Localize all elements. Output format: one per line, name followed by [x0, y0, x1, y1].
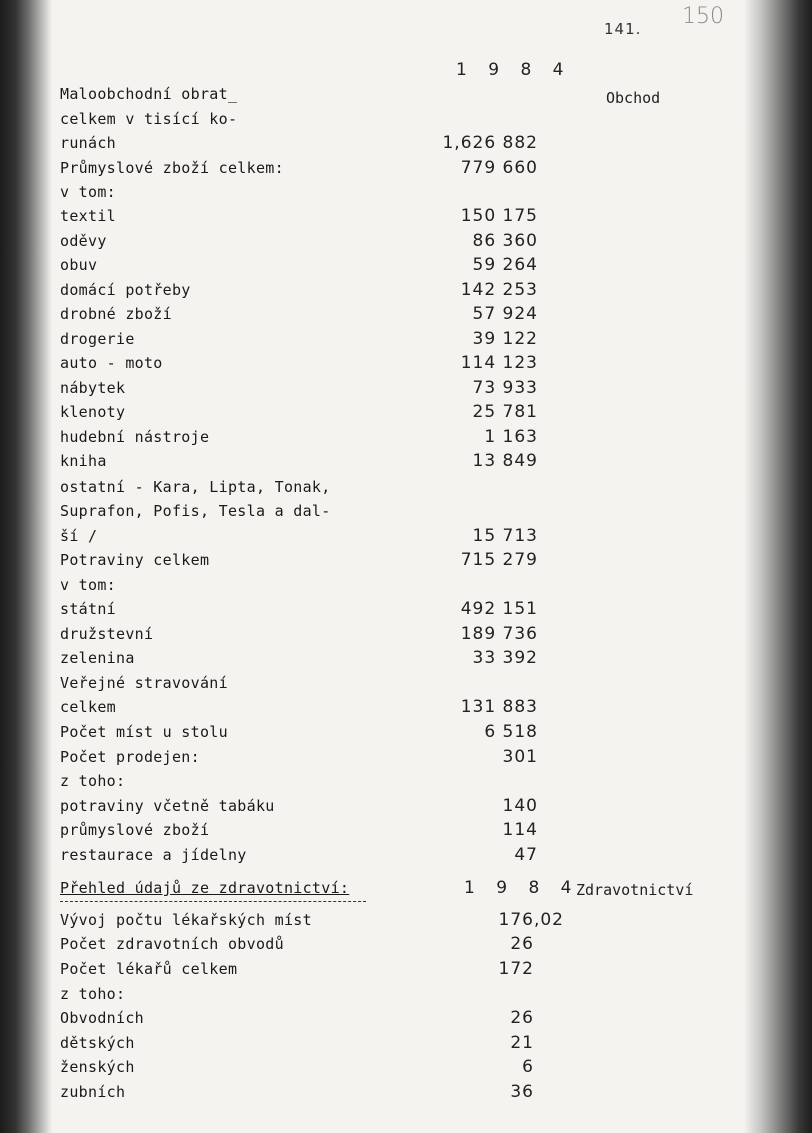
table-row-value: 13 849	[472, 451, 538, 471]
table-row-label: Počet míst u stolu	[60, 723, 228, 741]
table-row-label: drogerie	[60, 330, 135, 348]
table-row-value: 176,02	[498, 910, 564, 930]
table-row-label: klenoty	[60, 403, 126, 421]
trade-section-tag: Obchod	[606, 89, 661, 107]
table-row-label: Vývoj počtu lékařských míst	[60, 911, 312, 929]
table-row-value: 59 264	[472, 255, 538, 275]
table-row-value: 33 392	[472, 648, 538, 668]
table-row-label: ší /	[60, 527, 98, 545]
table-row-value: 114 123	[460, 353, 538, 373]
table-row-label: průmyslové zboží	[60, 821, 210, 839]
table-row-value: 142 253	[460, 280, 538, 300]
table-row-value: 86 360	[472, 231, 538, 251]
table-row-label: hudební nástroje	[60, 428, 210, 446]
heading-divider	[60, 901, 366, 902]
table-row-label: Počet zdravotních obvodů	[60, 935, 284, 953]
health-heading: Přehled údajů ze zdravotnictví:	[60, 879, 350, 897]
table-row-label: ostatní - Kara, Lipta, Tonak,	[60, 478, 331, 496]
table-row-label: z toho:	[60, 985, 126, 1003]
table-row-label: kniha	[60, 452, 107, 470]
table-row-label: drobné zboží	[60, 305, 172, 323]
table-row-value: 15 713	[472, 526, 538, 546]
table-row-label: auto - moto	[60, 354, 163, 372]
table-row-value: 114	[502, 820, 538, 840]
table-row-value: 26	[510, 1008, 534, 1028]
table-row-label: Průmyslové zboží celkem:	[60, 159, 284, 177]
table-row-value: 779 660	[460, 158, 538, 178]
table-row-value: 301	[502, 747, 538, 767]
table-row-label: restaurace a jídelny	[60, 846, 247, 864]
page-number: 141.	[604, 20, 642, 38]
health-section-tag: Zdravotnictví	[576, 881, 694, 899]
table-row-label: zubních	[60, 1083, 126, 1101]
scan-edge-left	[0, 0, 52, 1133]
table-row-value: 47	[514, 845, 538, 865]
table-row-label: Obvodních	[60, 1009, 144, 1027]
table-row-value: 57 924	[472, 304, 538, 324]
table-row-value: 189 736	[460, 624, 538, 644]
table-row-label: celkem v tisící ko-	[60, 110, 238, 128]
table-row-label: Počet prodejen:	[60, 748, 200, 766]
table-row-label: Maloobchodní obrat_	[60, 85, 238, 103]
table-row-value: 492 151	[460, 599, 538, 619]
table-row-label: v tom:	[60, 576, 116, 594]
table-row-label: oděvy	[60, 232, 107, 250]
table-row-label: domácí potřeby	[60, 281, 191, 299]
table-row-value: 26	[510, 934, 534, 954]
table-row-label: textil	[60, 207, 116, 225]
table-row-label: ženských	[60, 1058, 135, 1076]
table-row-label: v tom:	[60, 183, 116, 201]
table-row-value: 25 781	[472, 402, 538, 422]
table-row-value: 21	[510, 1033, 534, 1053]
table-row-value: 6 518	[484, 722, 538, 742]
scan-edge-right	[744, 0, 812, 1133]
table-row-label: Suprafon, Pofis, Tesla a dal-	[60, 502, 331, 520]
table-row-label: potraviny včetně tabáku	[60, 797, 275, 815]
table-row-label: runách	[60, 134, 116, 152]
table-row-value: 1,626 882	[442, 133, 538, 153]
trade-year-header: 1 9 8 4	[456, 60, 572, 80]
table-row-value: 172	[498, 959, 534, 979]
table-row-label: nábytek	[60, 379, 126, 397]
table-row-value: 131 883	[460, 697, 538, 717]
table-row-label: Potraviny celkem	[60, 551, 210, 569]
table-row-value: 73 933	[472, 378, 538, 398]
table-row-label: Počet lékařů celkem	[60, 960, 238, 978]
table-row-value: 140	[502, 796, 538, 816]
table-row-value: 715 279	[460, 550, 538, 570]
table-row-label: z toho:	[60, 772, 126, 790]
table-row-value: 39 122	[472, 329, 538, 349]
table-row-label: dětských	[60, 1034, 135, 1052]
table-row-value: 150 175	[460, 206, 538, 226]
table-row-value: 6	[522, 1057, 534, 1077]
table-row-label: obuv	[60, 256, 98, 274]
table-row-label: celkem	[60, 698, 116, 716]
handwritten-page-number: 150	[682, 4, 724, 29]
table-row-value: 36	[510, 1082, 534, 1102]
table-row-label: zelenina	[60, 649, 135, 667]
table-row-label: státní	[60, 600, 116, 618]
table-row-label: Veřejné stravování	[60, 674, 228, 692]
table-row-label: družstevní	[60, 625, 154, 643]
health-year-header: 1 9 8 4	[464, 878, 580, 898]
table-row-value: 1 163	[484, 427, 538, 447]
